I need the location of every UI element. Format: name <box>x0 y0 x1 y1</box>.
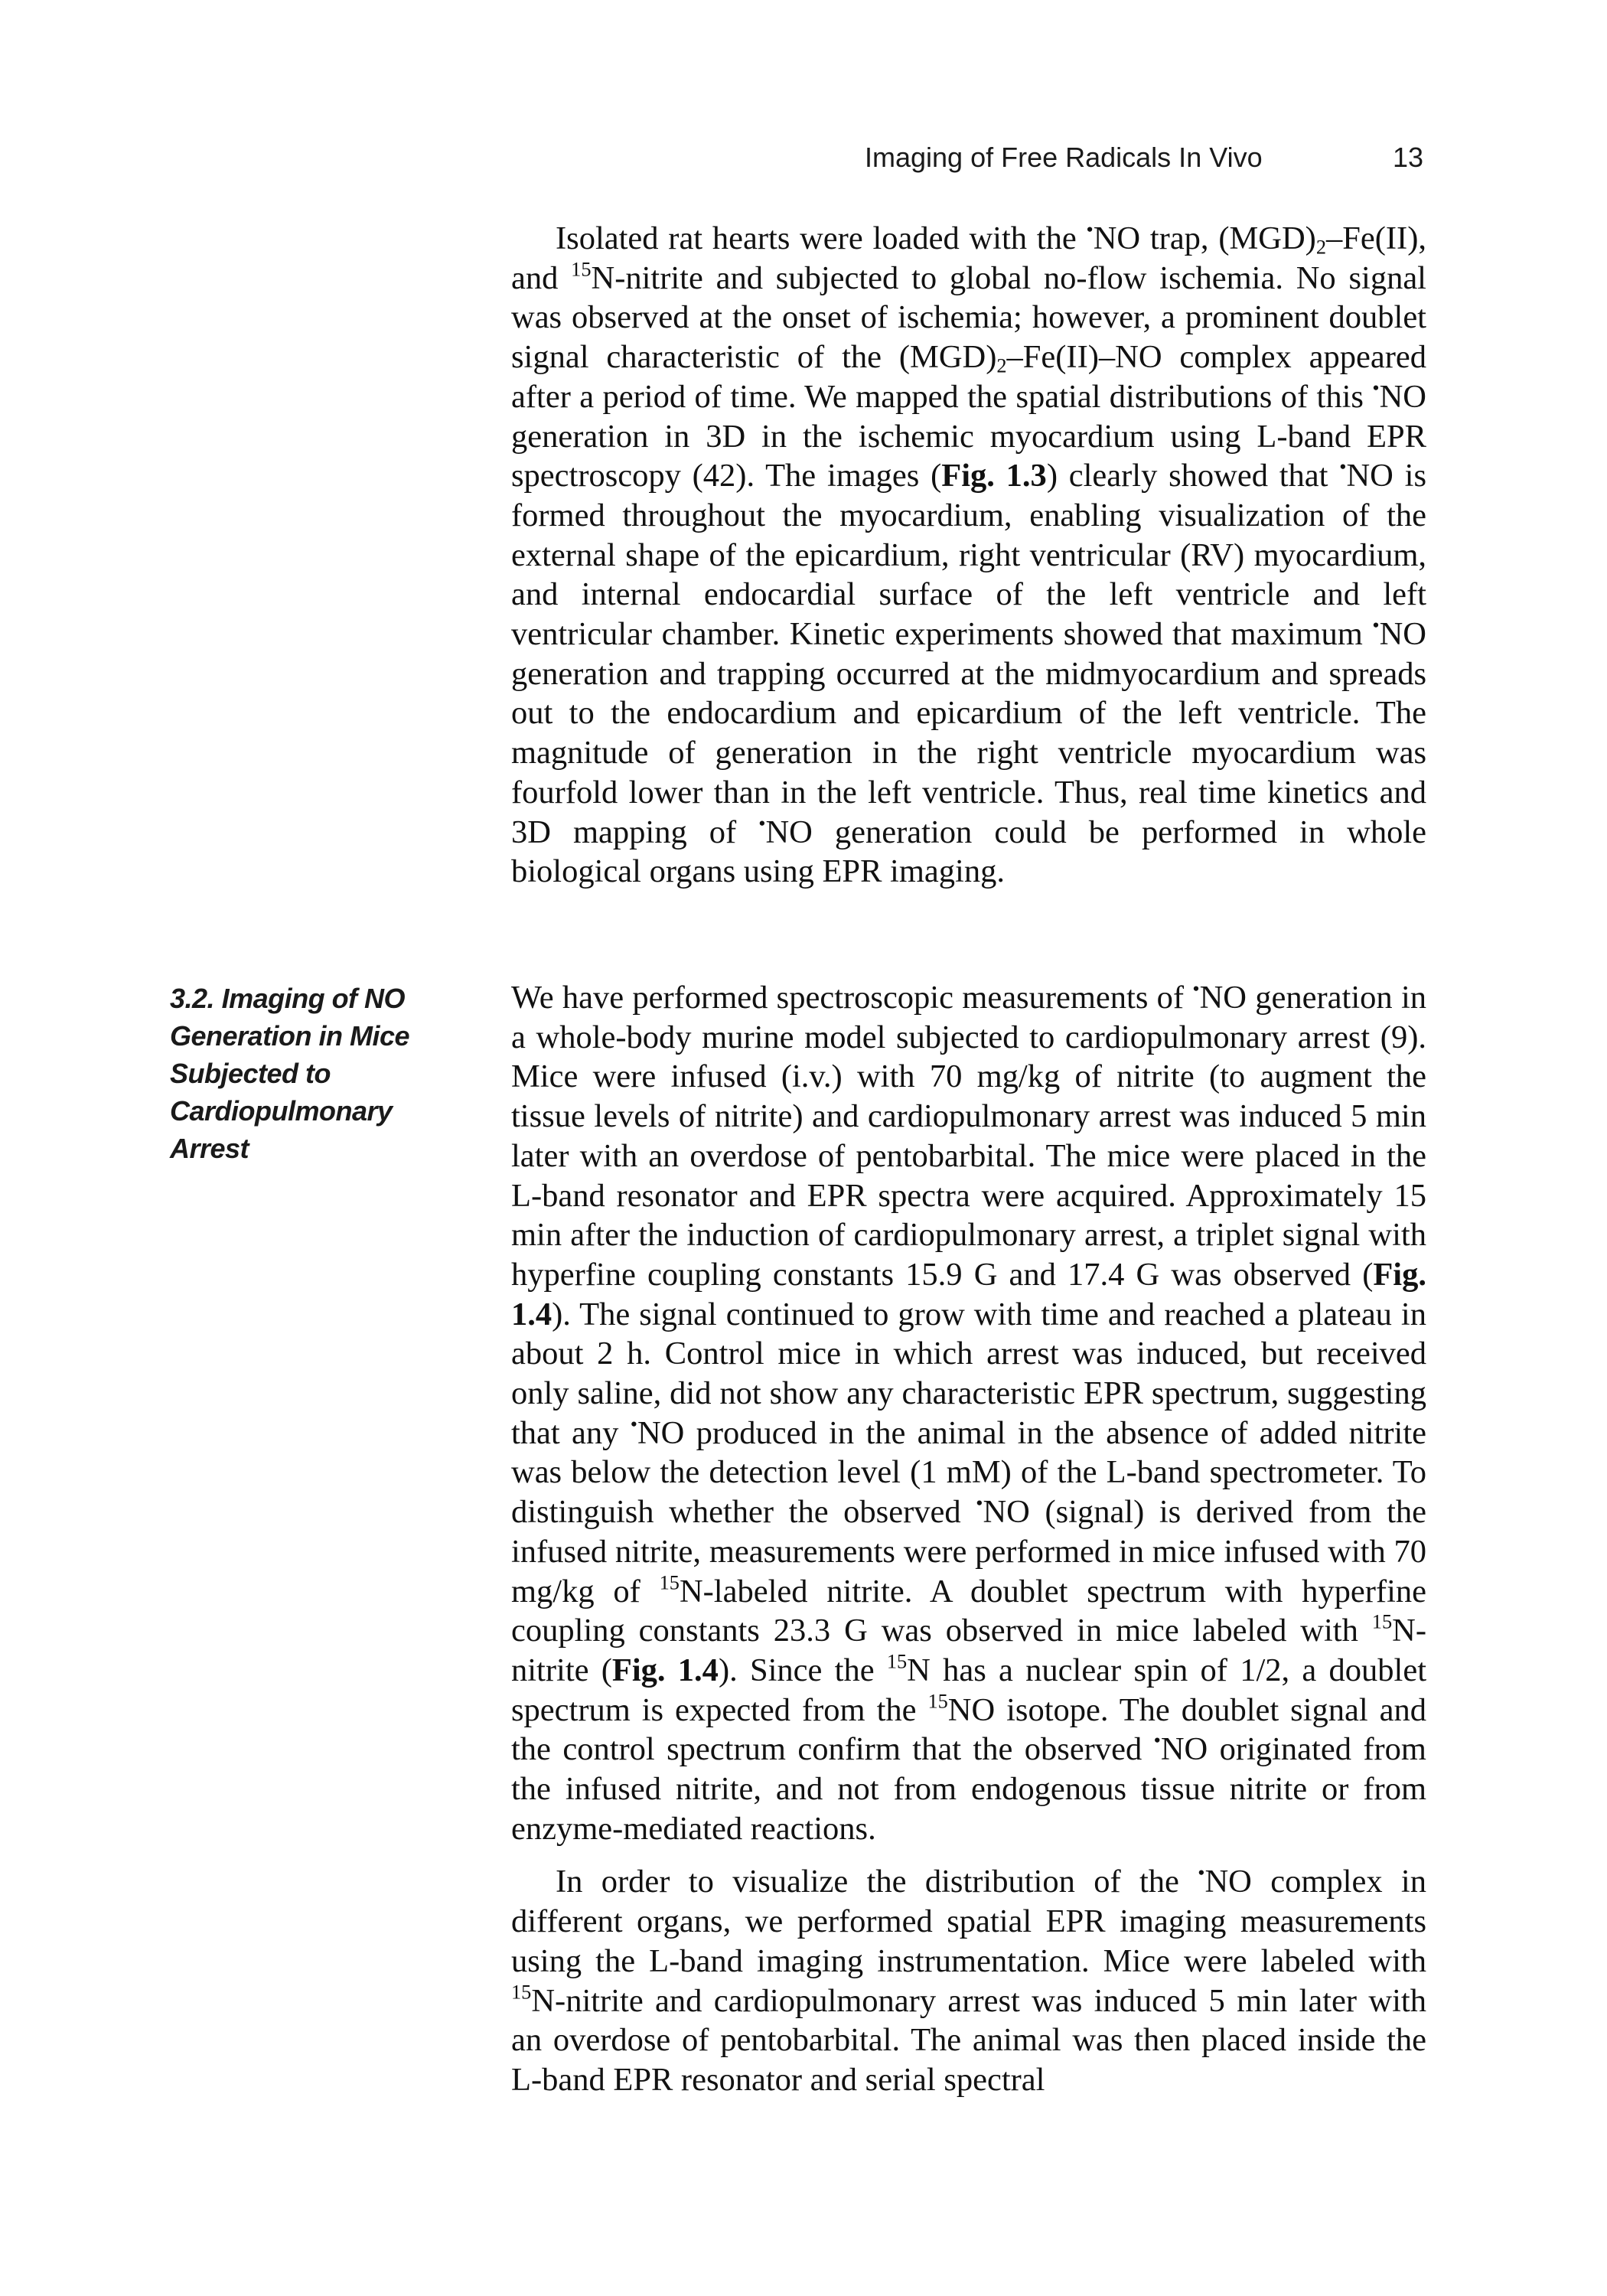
body-block-top <box>511 219 1426 892</box>
running-head <box>865 135 1423 181</box>
page-number: 13 <box>1392 142 1423 173</box>
paragraph-spectroscopic-measurements: We have performed spectroscopic measurements of •NO generation in a whole-body murine model subjected to cardiopulmonary arrest (9). Mice were infused (i.v.) with 70 mg/kg of nitrite (to augment the tissue levels of nitrite) and cardiopulmonary arrest was induced 5 min later with an overdose of pentobarbital. The mice were placed in the L-band resonator and EPR spectra were acquired. Approximately 15 min after the induction of cardiopulmonary arrest, a triplet signal with hyperfine coupling constants 15.9 G and 17.4 G was observed (Fig. 1.4). The signal continued to grow with time and reached a plateau in about 2 h. Control mice in which arrest was induced, but received only saline, did not show any characteristic EPR spectrum, suggesting that any •NO produced in the animal in the absence of added nitrite was below the detection level (1 mM) of the L-band spectrometer. To distinguish whether the observed •NO (signal) is derived from the infused nitrite, measurements were performed in mice infused with 70 mg/kg of $^{15}$N-labeled nitrite. A doublet spectrum with hyperfine coupling constants 23.3 G was observed in mice labeled with $^{15}$N-nitrite (Fig. 1.4). Since the $^{15}$N has a nuclear spin of 1/2, a doublet spectrum is expected from the $^{15}$NO isotope. The doublet signal and the control spectrum confirm that the observed •NO originated from the infused nitrite, and not from endogenous tissue nitrite or from enzyme-mediated reactions. <box>511 977 1427 1847</box>
section-number: 3.2. <box>170 983 215 1014</box>
figure-ref-1-4[interactable]: Fig. 1.4 <box>611 1652 719 1688</box>
paragraph-isolated-rat-hearts: Isolated rat hearts were loaded with the •NO trap, $(MGD)_2-Fe(II)$, and $^{15}$N-nitrite and subjected to global no-flow ischemia. No signal was observed at the onset of ischemia; however, a prominent doublet signal characteristic of the $(MGD)_2-Fe(II)-NO$ complex appeared after a period of time. We mapped the spatial distributions of this •NO generation in 3D in the ischemic myocardium using L-band EPR spectroscopy (42). The images (Fig. 1.3) clearly showed that •NO is formed throughout the myocardium, enabling visualization of the external shape of the epicardium, right ventricular (RV) myocardium, and internal endocardial surface of the left ventricle and left ventricular chamber. Kinetic experiments showed that maximum •NO generation and trapping occurred at the midmyocardium and spreads out to the endocardium and epicardium of the left ventricle. The magnitude of generation in the right ventricle myocardium was fourfold lower than in the left ventricle. Thus, real time kinetics and 3D mapping of •NO generation could be performed in whole biological organs using EPR imaging. <box>511 218 1427 890</box>
section-title: Imaging of NO Generation in Mice Subjected to Cardiopulmonary Arrest <box>170 983 410 1164</box>
running-title: Imaging of Free Radicals In Vivo <box>865 142 1263 173</box>
figure-ref-1-4[interactable]: Fig. 1.4 <box>511 1256 1426 1332</box>
section-heading <box>170 980 476 1167</box>
body-block-section <box>511 978 1426 2100</box>
figure-ref-1-3[interactable]: Fig. 1.3 <box>941 458 1047 494</box>
paragraph-spatial-epr-imaging: In order to visualize the distribution of the •NO complex in different organs, we performed spatial EPR imaging measurements using the L-band imaging instrumentation. Mice were labeled with $^{15}$N-nitrite and cardiopulmonary arrest was induced 5 min later with an overdose of pentobarbital. The animal was then placed inside the L-band EPR resonator and serial spectral <box>511 1862 1426 2098</box>
